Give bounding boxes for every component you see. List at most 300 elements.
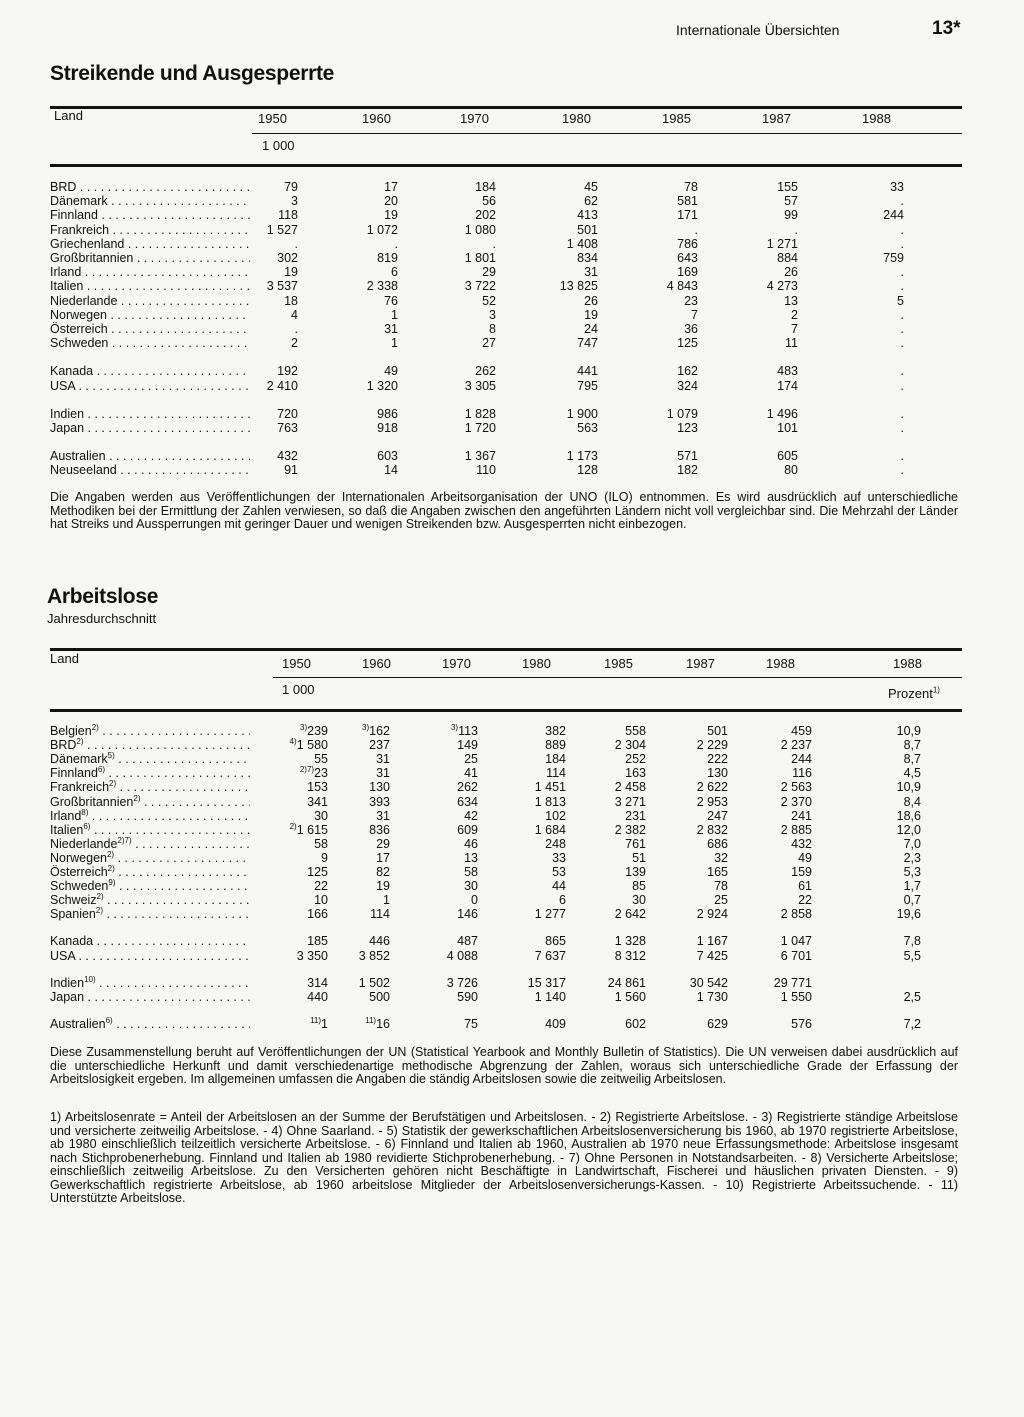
unemployed-col-7: 1988: [893, 656, 922, 671]
land-name: [50, 780, 250, 794]
land-name: [50, 766, 250, 780]
value-cell: 314: [307, 975, 328, 990]
value-cell: 15 317: [527, 975, 566, 990]
value-cell: 602: [625, 1016, 646, 1031]
value-cell: 819: [377, 251, 398, 265]
strikes-body-rule: [50, 164, 962, 167]
unemployed-row: [50, 934, 962, 948]
value-cell: 2 563: [780, 780, 812, 795]
value-cell: 1,7: [903, 879, 921, 894]
land-name: [50, 837, 250, 851]
land-label: Schweden: [50, 336, 109, 351]
footnote-ref: 3): [300, 722, 308, 732]
value-cell: .: [900, 463, 904, 478]
unemployed-col-3: 1980: [522, 656, 551, 671]
value-cell: 3 350: [296, 948, 328, 963]
value: 162: [369, 724, 390, 738]
value-cell: 1 167: [696, 934, 728, 949]
land-label: Kanada: [50, 934, 94, 949]
land-name: [50, 976, 250, 990]
unemployed-row: [50, 823, 962, 837]
value-cell: 29: [482, 265, 496, 280]
unemployed-col-6: 1988: [766, 656, 795, 671]
value-cell: 192: [277, 364, 298, 379]
value-cell: 382: [545, 724, 566, 738]
value-cell: 231: [625, 808, 646, 823]
value-cell: 114: [546, 766, 566, 781]
unemployed-col-1: 1960: [362, 656, 391, 671]
land-name: [50, 865, 250, 879]
value-cell: 31: [384, 322, 398, 336]
value-cell: .: [900, 236, 904, 251]
unemployed-header-rule: [273, 677, 962, 678]
land-name: [50, 738, 250, 752]
strikes-row: [50, 407, 962, 421]
value-cell: 125: [307, 865, 328, 879]
land-label: Großbritannien: [50, 251, 134, 265]
value-cell: 33: [890, 180, 904, 194]
value-cell: 3 271: [614, 794, 646, 809]
value-cell: 2 304: [614, 738, 646, 753]
footnote-ref: 2): [289, 821, 297, 831]
land-label: Japan: [50, 421, 85, 435]
value-cell: [300, 724, 390, 738]
value-cell: 25: [714, 893, 728, 908]
value-cell: 10: [314, 893, 328, 908]
value-cell: 576: [791, 1016, 812, 1031]
strikes-row: [50, 208, 962, 222]
value-cell: 6: [559, 893, 566, 908]
value-cell: 166: [307, 907, 328, 922]
value: 1: [321, 1016, 328, 1031]
value-cell: [388, 724, 478, 738]
value-cell: 9: [321, 850, 328, 865]
unemployed-row: [50, 865, 962, 879]
value-cell: 91: [284, 463, 298, 478]
strikes-row: [50, 449, 962, 463]
value-cell: 834: [577, 251, 598, 265]
value: 16: [376, 1016, 390, 1031]
land-label: Australien: [50, 1016, 106, 1031]
value-cell: 1 079: [666, 406, 698, 421]
value-cell: .: [900, 265, 904, 280]
land-label: Australien: [50, 449, 106, 464]
value-cell: 110: [476, 463, 496, 478]
value-cell: 185: [307, 934, 328, 949]
value-cell: 609: [457, 822, 478, 837]
value-cell: 78: [714, 879, 728, 894]
strikes-col-3: 1980: [562, 111, 591, 126]
land-label: USA: [50, 378, 76, 393]
land-label: Frankreich: [50, 780, 110, 795]
land-label: Belgien: [50, 724, 92, 738]
value-cell: 2 642: [614, 907, 646, 922]
strikes-col-5: 1987: [762, 111, 791, 126]
strikes-col-0: 1950: [258, 111, 287, 126]
value-cell: 36: [684, 322, 698, 336]
value-cell: 1 813: [534, 794, 566, 809]
value-cell: 139: [625, 865, 646, 879]
value-cell: 31: [584, 265, 598, 280]
value-cell: 4 843: [666, 279, 698, 294]
value-cell: 8,4: [903, 794, 921, 809]
value-cell: 4 088: [446, 948, 478, 963]
land-label: Niederlande: [50, 293, 118, 308]
value-cell: 1 451: [534, 780, 566, 795]
value-cell: 149: [457, 738, 478, 753]
land-name: [50, 851, 250, 865]
value-cell: 49: [384, 364, 398, 379]
unemployed-top-rule: [50, 648, 962, 651]
value-cell: 184: [475, 180, 496, 194]
value-cell: 85: [632, 879, 646, 894]
value-cell: 7,2: [903, 1016, 921, 1031]
value-cell: 2: [291, 336, 298, 351]
value-cell: 33: [552, 850, 566, 865]
land-label: Großbritannien: [50, 794, 134, 809]
value-cell: 32: [714, 850, 728, 865]
land-name: [50, 949, 250, 963]
land-label: BRD: [50, 738, 77, 753]
footnote-ref: 2): [107, 865, 115, 873]
land-name: [50, 1017, 250, 1031]
value-cell: 31: [376, 766, 390, 781]
land-label: Italien: [50, 279, 84, 294]
unemployed-row: [50, 990, 962, 1004]
value-cell: 18,6: [896, 808, 921, 823]
value-cell: 46: [464, 836, 478, 851]
value-cell: .: [900, 378, 904, 393]
footnote-ref: 6): [83, 822, 91, 831]
value-cell: .: [794, 222, 798, 237]
value-cell: 590: [457, 989, 478, 1004]
value-cell: 1: [383, 893, 390, 908]
land-label: Österreich: [50, 322, 108, 336]
value-cell: 441: [577, 364, 598, 379]
value-cell: 1 720: [464, 421, 496, 435]
footnote-ref: 3): [362, 722, 370, 732]
value-cell: 1 271: [766, 236, 798, 251]
page-number: 13*: [932, 18, 961, 39]
land-label: Kanada: [50, 364, 94, 379]
value-cell: .: [900, 194, 904, 209]
value-cell: 14: [384, 463, 398, 478]
strikes-col-4: 1985: [662, 111, 691, 126]
value-cell: 500: [369, 989, 390, 1004]
footnote-ref: 2)7): [117, 836, 132, 845]
value-cell: 501: [577, 222, 598, 237]
value-cell: 7,8: [903, 934, 921, 949]
value-cell: 1 047: [780, 934, 812, 949]
value-cell: .: [900, 322, 904, 336]
value-cell: 76: [384, 293, 398, 308]
unemployed-row: [50, 893, 962, 907]
value-cell: 56: [482, 194, 496, 209]
strikes-unit: 1 000: [262, 138, 295, 153]
value-cell: 1 527: [266, 222, 298, 237]
footnote-ref: 9): [108, 879, 116, 887]
value-cell: 52: [482, 293, 496, 308]
value-cell: 2 858: [780, 907, 812, 922]
value-cell: 49: [798, 850, 812, 865]
value-cell: 116: [792, 766, 812, 781]
value-cell: 5: [897, 293, 904, 308]
unemployed-row: [50, 879, 962, 893]
value-cell: 118: [278, 208, 298, 223]
value-cell: 11: [785, 336, 798, 351]
value-cell: .: [492, 236, 496, 251]
land-name: [50, 934, 250, 948]
value-cell: 2 237: [780, 738, 812, 753]
value-cell: 130: [369, 780, 390, 795]
strikes-col-2: 1970: [460, 111, 489, 126]
value-cell: 18: [284, 293, 298, 308]
value-cell: 202: [475, 208, 496, 223]
footnote-ref: 3): [450, 722, 459, 732]
value-cell: 563: [577, 421, 598, 435]
value-cell: 1 502: [358, 975, 390, 990]
land-label: Spanien: [50, 907, 96, 922]
value-cell: 17: [384, 180, 398, 194]
value-cell: 446: [369, 934, 390, 949]
strikes-row: [50, 194, 962, 208]
strikes-row: [50, 265, 962, 279]
strikes-land-header: Land: [54, 108, 83, 123]
value-cell: 1 328: [614, 934, 646, 949]
running-header: Internationale Übersichten: [676, 22, 840, 38]
value-cell: 252: [625, 752, 646, 767]
value: 113: [458, 724, 478, 738]
value-cell: 244: [791, 752, 812, 767]
footnote-ref: 2): [76, 738, 84, 746]
land-label: Dänemark: [50, 752, 108, 767]
value-cell: 26: [584, 293, 598, 308]
value-cell: 162: [677, 364, 698, 379]
value-cell: 7: [791, 322, 798, 336]
value-cell: 605: [777, 449, 798, 464]
land-name: [50, 879, 250, 893]
unemployed-col-2: 1970: [442, 656, 471, 671]
value-cell: 241: [791, 808, 812, 823]
value-cell: 6 701: [780, 948, 812, 963]
value-cell: 30: [314, 808, 328, 823]
value-cell: 29 771: [773, 975, 812, 990]
value-cell: 2 338: [366, 279, 398, 294]
value-cell: 1 072: [366, 222, 398, 237]
land-label: Niederlande: [50, 836, 118, 851]
strikes-row: [50, 180, 962, 194]
value-cell: 5,5: [903, 948, 921, 963]
value-cell: .: [900, 449, 904, 464]
value-cell: 30: [464, 879, 478, 894]
value-cell: 2 382: [614, 822, 646, 837]
value-cell: 1 900: [566, 406, 598, 421]
footnote-ref: 2): [106, 850, 115, 859]
strikes-row: [50, 379, 962, 393]
unemployed-row: [50, 1017, 962, 1031]
value-cell: 1: [391, 307, 398, 322]
value-cell: 3 726: [446, 975, 478, 990]
value-cell: 237: [369, 738, 390, 753]
value-cell: .: [694, 222, 698, 237]
unemployed-land-header: Land: [50, 651, 79, 666]
value-cell: 986: [377, 406, 398, 421]
value-cell: 487: [457, 934, 478, 949]
value-cell: 53: [552, 865, 566, 879]
strikes-row: [50, 279, 962, 293]
value-cell: 629: [707, 1016, 728, 1031]
value-cell: 0,7: [903, 893, 921, 908]
value-cell: 3 722: [464, 279, 496, 294]
value-cell: .: [900, 364, 904, 379]
value-cell: 1 408: [566, 236, 598, 251]
unemployed-col-5: 1987: [686, 656, 715, 671]
value-cell: 61: [798, 879, 812, 894]
land-name: [50, 809, 250, 823]
value-cell: 99: [784, 208, 798, 223]
value-cell: 45: [584, 180, 598, 194]
value-cell: 78: [684, 180, 698, 194]
value-cell: 4: [291, 307, 298, 322]
value-cell: 571: [677, 449, 698, 464]
value-cell: 182: [677, 463, 698, 478]
land-label: Frankreich: [50, 222, 110, 237]
value-cell: 3 852: [358, 948, 390, 963]
footnote-ref: 2): [133, 794, 141, 803]
value-cell: 8: [489, 322, 496, 336]
value: 23: [314, 766, 328, 781]
footnote-ref: 2): [109, 780, 117, 789]
strikes-row: [50, 336, 962, 350]
value-cell: 31: [376, 752, 390, 767]
value-cell: 432: [277, 449, 298, 464]
strikes-row: [50, 251, 962, 265]
value-cell: 720: [277, 406, 298, 421]
value-cell: 101: [777, 421, 798, 435]
value-cell: 1 367: [464, 449, 496, 464]
unemployed-row: [50, 949, 962, 963]
unemployed-row: [50, 907, 962, 921]
land-name: [50, 990, 250, 1004]
value-cell: 262: [457, 780, 478, 795]
value-cell: 174: [777, 378, 798, 393]
value-cell: 58: [314, 836, 328, 851]
land-label: Schweiz: [50, 893, 97, 908]
value-cell: 80: [784, 463, 798, 478]
value-cell: 51: [632, 850, 646, 865]
footnote-ref: 5): [107, 752, 115, 761]
value-cell: 165: [707, 865, 728, 879]
value-cell: 581: [677, 194, 698, 209]
footnote-ref: 6): [105, 1016, 113, 1025]
value-cell: 22: [314, 879, 328, 894]
value: 1 580: [296, 738, 328, 753]
land-name: [50, 893, 250, 907]
value-cell: 747: [577, 336, 598, 351]
value-cell: 763: [277, 421, 298, 435]
unemployed-row: [50, 780, 962, 794]
land-name: [50, 907, 250, 921]
value-cell: 155: [777, 180, 798, 194]
land-name: [50, 724, 250, 738]
value-cell: 82: [376, 865, 390, 879]
unemployed-unit-percent: Prozent$^{1)}$: [888, 685, 940, 701]
land-label: Indien: [50, 975, 85, 990]
value-cell: 786: [677, 236, 698, 251]
land-label: Japan: [50, 989, 85, 1004]
value-cell: 184: [545, 752, 566, 767]
value-cell: 3: [291, 194, 298, 209]
value-cell: .: [900, 279, 904, 294]
value-cell: 25: [464, 752, 478, 767]
value-cell: 1 080: [464, 222, 496, 237]
value-cell: 2,5: [903, 989, 921, 1004]
value-cell: 2 924: [696, 907, 728, 922]
land-label: Norwegen: [50, 850, 107, 865]
value-cell: 2 832: [696, 822, 728, 837]
unemployed-row: [50, 766, 962, 780]
value-cell: 3 537: [266, 279, 298, 294]
value-cell: 62: [584, 194, 598, 209]
value-cell: 42: [464, 808, 478, 823]
land-label: Indien: [50, 406, 85, 421]
value-cell: 4,5: [903, 766, 921, 781]
footnote-ref: 4): [289, 736, 297, 746]
value-cell: [300, 1017, 390, 1031]
value-cell: 248: [545, 836, 566, 851]
value-cell: 17: [376, 850, 390, 865]
land-label: Norwegen: [50, 307, 107, 322]
value-cell: 409: [545, 1016, 566, 1031]
unemployed-subtitle: Jahresdurchschnitt: [47, 611, 157, 626]
land-label: Dänemark: [50, 194, 108, 209]
value-cell: 2: [791, 307, 798, 322]
value-cell: 836: [369, 822, 390, 837]
value-cell: 1 828: [464, 406, 496, 421]
value-cell: 2 370: [780, 794, 812, 809]
value-cell: 114: [370, 907, 390, 922]
value-cell: 634: [457, 794, 478, 809]
land-label: Schweden: [50, 879, 109, 894]
land-label: Italien: [50, 822, 84, 837]
value-cell: 440: [307, 989, 328, 1004]
value-cell: 12,0: [896, 822, 921, 837]
value-cell: 1 560: [614, 989, 646, 1004]
strikes-row: [50, 237, 962, 251]
value-cell: 302: [277, 251, 298, 265]
value-cell: 324: [677, 378, 698, 393]
strikes-header-rule: [252, 133, 962, 134]
value-cell: 125: [677, 336, 698, 351]
value-cell: 7,0: [903, 836, 921, 851]
strikes-note: Die Angaben werden aus Veröffentlichungen der Internationalen Arbeitsorganisation der UNO (ILO) entnommen. Es wird ausdrücklich auf unterschiedliche Methodiken bei der Ermittlung der Zahlen verwiesen, so daß die Angaben zwischen den angeführten Ländern nicht voll vergleichbar sind. Die Mehrzahl der Länder hat Streiks und Aussperrungen mit geringer Dauer und wenigen Streikenden bzw. Ausgesperrten nicht einbezogen.: [50, 490, 958, 531]
footnote-ref: 2): [91, 724, 99, 732]
value-cell: 483: [777, 364, 798, 379]
footnote-ref: 2): [96, 893, 104, 902]
value-cell: 8 312: [614, 948, 646, 963]
value-cell: .: [294, 322, 298, 336]
value-cell: 20: [384, 194, 398, 209]
value-cell: 432: [791, 836, 812, 851]
footnote-ref: 10): [84, 975, 96, 984]
footnote-ref: 8): [81, 808, 89, 817]
value-cell: 8,7: [903, 738, 921, 753]
value-cell: 1 550: [780, 989, 812, 1004]
unemployed-title: Arbeitslose: [47, 585, 159, 608]
land-name: [50, 795, 250, 809]
unemployed-row: [50, 738, 962, 752]
value-cell: 2,3: [903, 850, 921, 865]
